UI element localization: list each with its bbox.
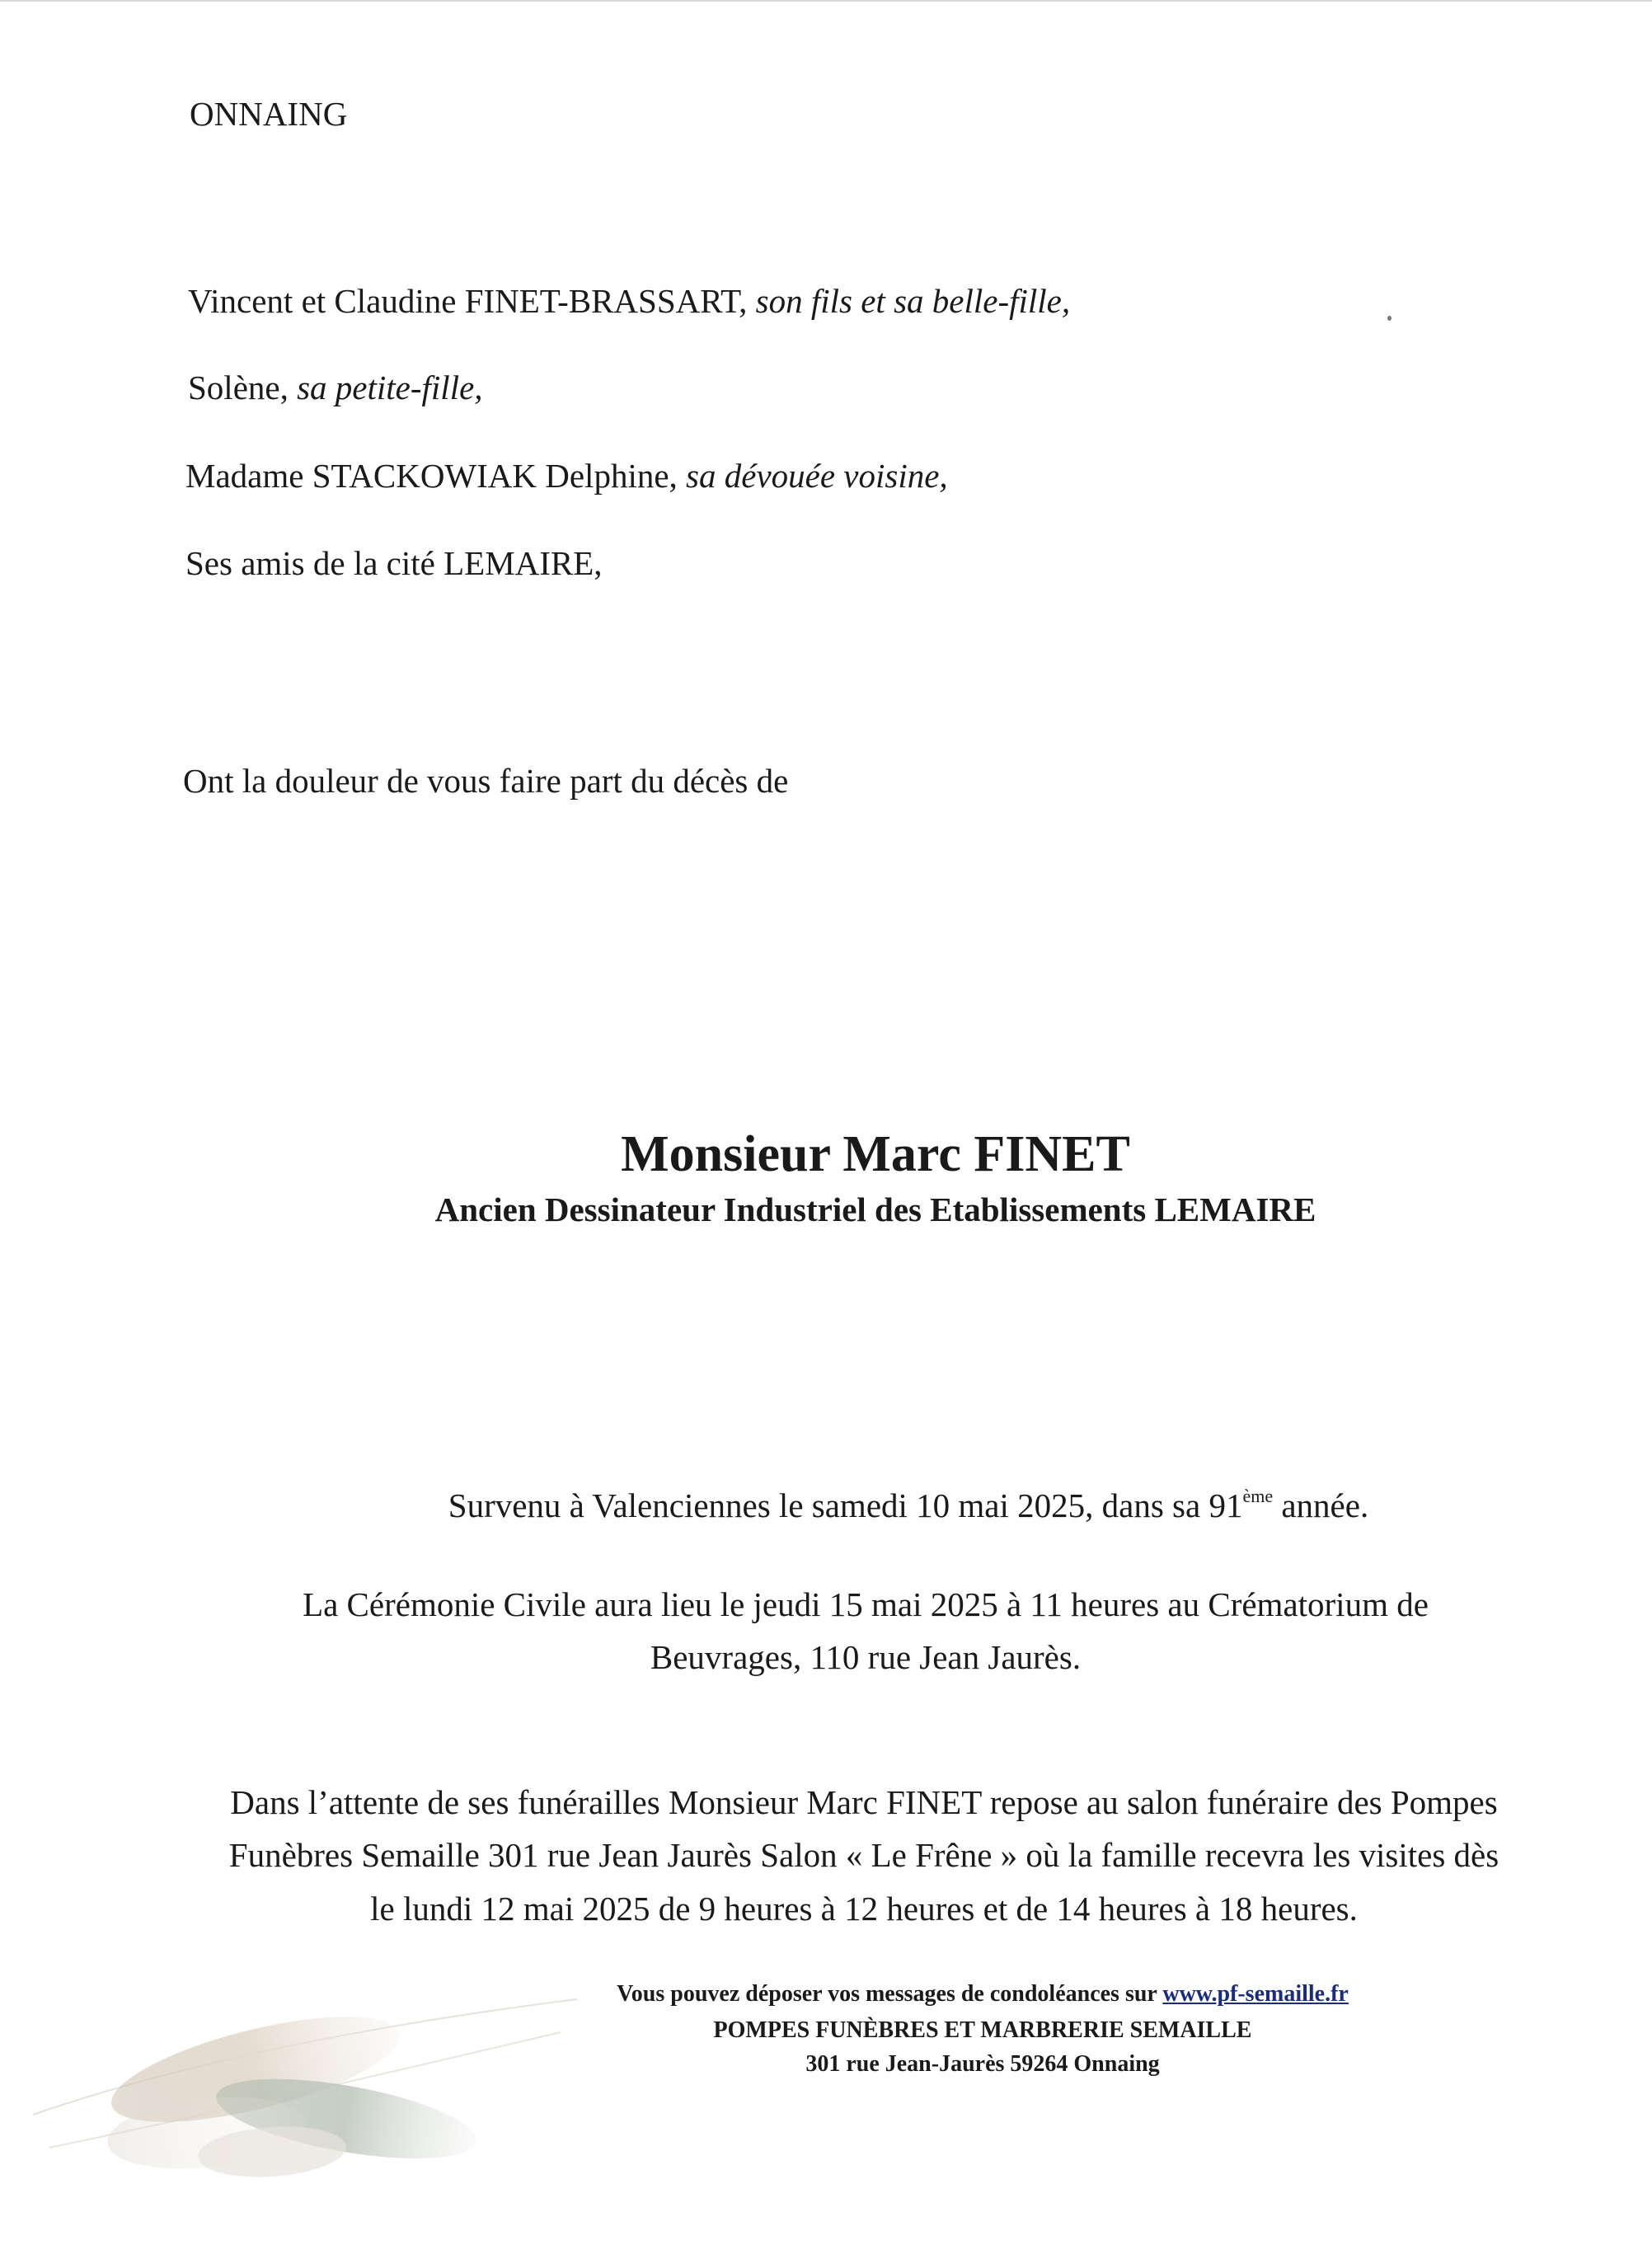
website-link[interactable]: www.pf-semaille.fr	[1162, 1981, 1349, 2007]
family-line-friends	[185, 544, 603, 582]
top-border	[0, 0, 1652, 2]
deceased-name: Monsieur Marc FINET	[621, 1126, 1130, 1182]
family-member-relation: sa dévouée voisine,	[686, 457, 948, 495]
family-member-relation: sa petite-fille,	[297, 369, 483, 406]
family-member-name: Solène,	[188, 369, 298, 406]
visitation-line-2: Funèbres Semaille 301 rue Jean Jaurès Salon « Le Frêne » où la famille recevra les visites dès	[228, 1836, 1499, 1874]
family-member-name: Vincent et Claudine FINET-BRASSART,	[188, 282, 756, 320]
family-member-name: Madame STACKOWIAK Delphine,	[185, 457, 687, 495]
visitation-line-3: le lundi 12 mai 2025 de 9 heures à 12 heures et de 14 heures à 18 heures.	[370, 1890, 1358, 1928]
scan-speck	[1387, 316, 1392, 321]
announcement-text: Ont la douleur de vous faire part du décès de	[183, 762, 789, 800]
condolences-line: Vous pouvez déposer vos messages de condoléances sur www.pf-semaille.fr	[617, 1981, 1349, 2007]
death-notice: Survenu à Valenciennes le samedi 10 mai 2025, dans sa 91ème année.	[448, 1486, 1369, 1524]
visitation-line-1: Dans l’attente de ses funérailles Monsieur Marc FINET repose au salon funéraire des Pompes	[230, 1783, 1498, 1821]
family-line-neighbor	[185, 459, 948, 493]
ceremony-line-2: Beuvrages, 110 rue Jean Jaurès.	[650, 1638, 1082, 1676]
ceremony-line-1: La Cérémonie Civile aura lieu le jeudi 15 mai 2025 à 11 heures au Crématorium de	[303, 1585, 1429, 1623]
family-member-relation: son fils et sa belle-fille,	[755, 282, 1071, 320]
family-line-granddaughter	[188, 371, 483, 405]
ordinal-superscript: ème	[1242, 1486, 1274, 1506]
family-member-name: Ses amis de la cité LEMAIRE,	[185, 544, 603, 582]
deceased-title: Ancien Dessinateur Industriel des Etablissements LEMAIRE	[434, 1190, 1316, 1228]
city-heading: ONNAING	[190, 95, 348, 133]
company-name: POMPES FUNÈBRES ET MARBRERIE SEMAILLE	[713, 2017, 1252, 2043]
company-address: 301 rue Jean-Jaurès 59264 Onnaing	[805, 2051, 1160, 2077]
family-line-son	[188, 284, 1070, 318]
